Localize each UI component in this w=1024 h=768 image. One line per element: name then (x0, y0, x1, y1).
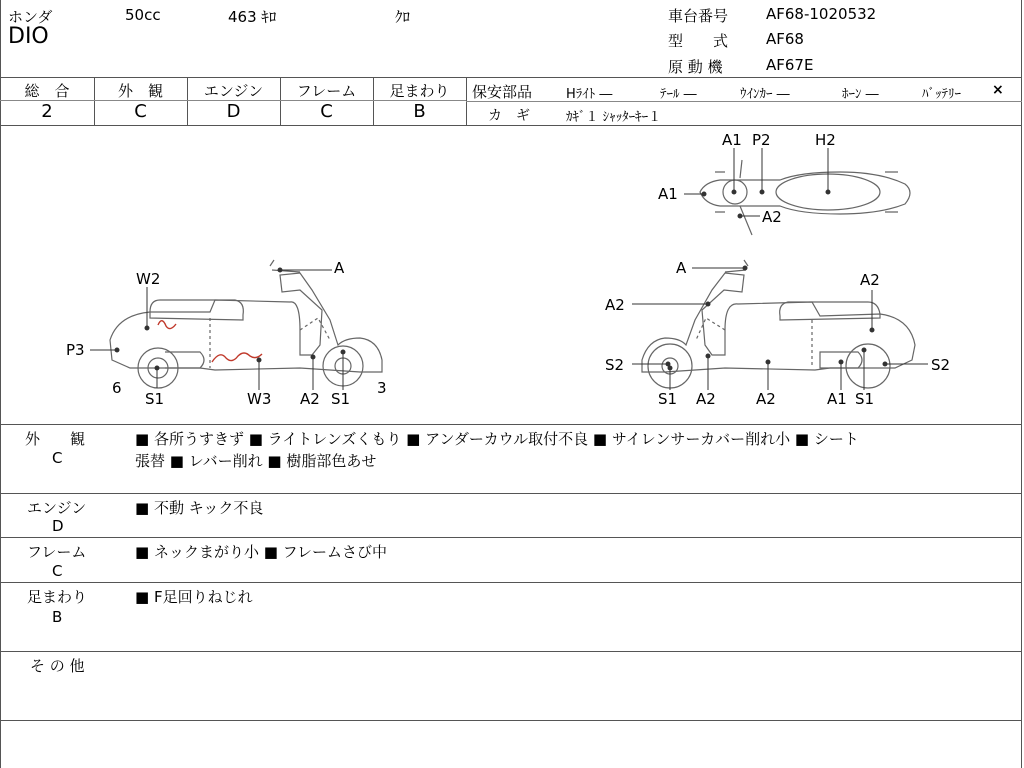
frame-no-label: 車台番号 (668, 7, 729, 25)
rating-total-label: 総 合 (24, 82, 70, 100)
callout-right-a2-rear: A2 (860, 271, 880, 289)
rating-suspension-label: 足まわり (389, 82, 450, 100)
callout-left-s1-front: S1 (331, 390, 351, 408)
callout-left-3: 3 (377, 379, 387, 397)
note-frame-text: ■ ネックまがり小 ■ フレームさび中 (135, 543, 388, 561)
safety-item-horn: ﾎｰﾝ ― (842, 87, 879, 102)
frame-no: AF68-1020532 (766, 5, 877, 23)
note-engine-text: ■ 不動 キック不良 (135, 499, 264, 517)
note-suspension-text: ■ F足回りねじれ (135, 588, 253, 606)
rating-exterior-value: C (134, 101, 147, 122)
callout-right-a2-bottom-2: A2 (756, 390, 776, 408)
callout-left-s1-rear: S1 (145, 390, 165, 408)
rating-engine-value: D (226, 101, 241, 122)
scooter-top-view (700, 160, 910, 235)
callout-top-a1: A1 (722, 131, 742, 149)
safety-item-headlight: Hﾗｲﾄ ― (566, 87, 613, 102)
note-suspension-label: 足まわり (27, 588, 88, 606)
callout-top-a2: A2 (762, 208, 782, 226)
rating-engine-label: エンジン (203, 82, 264, 100)
safety-item-tail: ﾃｰﾙ ― (660, 87, 697, 102)
note-exterior-text-cont: 張替 ■ レバー削れ ■ 樹脂部色あせ (135, 452, 377, 470)
callout-right-a: A (676, 259, 687, 277)
color: ｸﾛ (395, 8, 411, 26)
callout-right-s2-rear: S2 (931, 356, 951, 374)
callout-right-s1-rear: S1 (855, 390, 875, 408)
callout-left-p3: P3 (66, 341, 85, 359)
model-name: DIO (8, 24, 49, 49)
callout-right-a2-front: A2 (605, 296, 625, 314)
key-value: ｶｷﾞ１ ｼｬｯﾀｰｷｰ１ (566, 110, 662, 125)
callout-top-h2: H2 (815, 131, 836, 149)
rating-total-value: 2 (41, 101, 53, 122)
displacement: 50cc (125, 6, 161, 24)
note-other-label: そ の 他 (30, 657, 85, 675)
callout-left-a2: A2 (300, 390, 320, 408)
callout-left-w3: W3 (247, 390, 272, 408)
callout-top-a1-side: A1 (658, 185, 678, 203)
callout-right-s2-front: S2 (605, 356, 625, 374)
mileage: 463 ｷﾛ (228, 8, 277, 26)
rating-frame-label: フレーム (296, 82, 357, 100)
rating-suspension-value: B (413, 101, 426, 122)
rating-frame-value: C (320, 101, 333, 122)
note-exterior-text: ■ 各所うすきず ■ ライトレンズくもり ■ アンダーカウル取付不良 ■ サイレンサーカバー削れ小 ■ シート (135, 430, 859, 448)
callout-top-p2: P2 (752, 131, 771, 149)
engine-code-label: 原 動 機 (668, 58, 723, 76)
note-engine-label: エンジン (27, 499, 87, 517)
note-exterior-grade: C (52, 449, 63, 467)
key-label: カ ギ (488, 108, 530, 124)
maker: ホンダ (8, 8, 53, 26)
safety-item-battery: ﾊﾞｯﾃﾘｰ (922, 87, 961, 102)
model-code-label: 型 式 (668, 32, 729, 50)
model-code: AF68 (766, 30, 804, 48)
callout-left-6: 6 (112, 379, 122, 397)
note-engine-grade: D (52, 517, 64, 535)
battery-missing-mark: × (992, 82, 1004, 98)
note-exterior-label: 外 観 (25, 430, 86, 448)
safety-label: 保安部品 (472, 83, 533, 101)
callout-right-s1-front: S1 (658, 390, 678, 408)
callout-right-a2-bottom-1: A2 (696, 390, 716, 408)
callout-leaders (90, 148, 928, 390)
callout-right-a1: A1 (827, 390, 847, 408)
engine-code: AF67E (766, 56, 814, 74)
safety-item-winker: ｳｲﾝｶｰ ― (740, 87, 790, 102)
note-frame-label: フレーム (27, 543, 87, 561)
callout-left-w2: W2 (136, 270, 161, 288)
rating-exterior-label: 外 観 (117, 82, 163, 100)
note-suspension-grade: B (52, 608, 63, 626)
callout-left-a: A (334, 259, 345, 277)
note-frame-grade: C (52, 562, 63, 580)
